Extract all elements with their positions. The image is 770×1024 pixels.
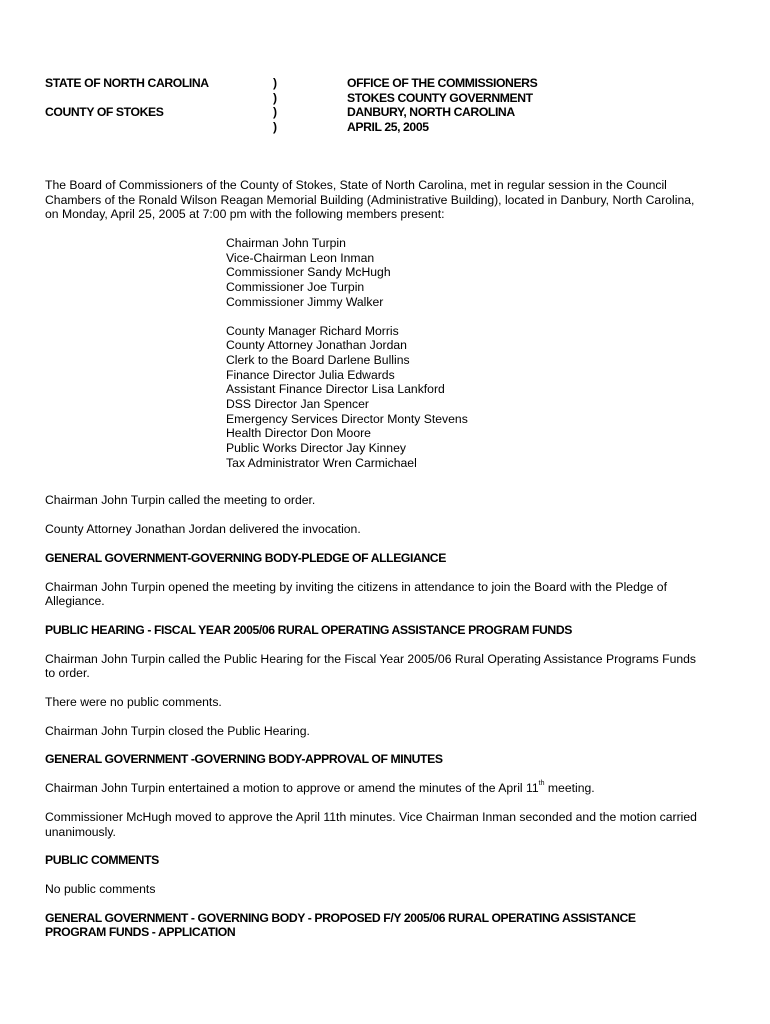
public-hearing-paragraph <box>45 652 735 681</box>
intro-line: on Monday, April 25, 2005 at 7:00 pm with the following members present: <box>45 207 445 222</box>
minutes-vote-paragraph <box>45 810 735 839</box>
location: DANBURY, NORTH CAROLINA <box>347 105 515 120</box>
motion-line: Commissioner McHugh moved to approve the April 11th minutes. Vice Chairman Inman seconded and the motion carried <box>45 809 697 824</box>
rural-heading-line: GENERAL GOVERNMENT - GOVERNING BODY - PROPOSED F/Y 2005/06 RURAL OPERATING ASSISTANCE <box>45 910 636 925</box>
member-name: Chairman John Turpin <box>226 236 346 251</box>
closed-hearing-text: Chairman John Turpin closed the Public Hearing. <box>45 723 310 738</box>
invocation-text: County Attorney Jonathan Jordan delivered the invocation. <box>45 522 361 537</box>
state-label: STATE OF NORTH CAROLINA <box>45 76 209 90</box>
staff-list <box>226 324 735 471</box>
staff-name: Assistant Finance Director Lisa Lankford <box>226 382 445 397</box>
intro-paragraph <box>45 178 735 222</box>
jurisdiction-block <box>45 76 209 120</box>
public-hearing-heading: PUBLIC HEARING - FISCAL YEAR 2005/06 RURAL OPERATING ASSISTANCE PROGRAM FUNDS <box>45 622 572 637</box>
staff-name: Tax Administrator Wren Carmichael <box>226 455 417 470</box>
member-name: Commissioner Joe Turpin <box>226 280 365 295</box>
member-name: Commissioner Sandy McHugh <box>226 265 391 280</box>
paren-mark: ) <box>273 76 277 90</box>
pledge-line: Chairman John Turpin opened the meeting by inviting the citizens in attendance to join the Board with the Pledge of <box>45 579 667 594</box>
staff-name: County Manager Richard Morris <box>226 323 399 338</box>
staff-name: Emergency Services Director Monty Stevens <box>226 411 468 426</box>
intro-line: Chambers of the Ronald Wilson Reagan Memorial Building (Administrative Building), located in Danbury, North Carolina, <box>45 192 695 207</box>
minutes-motion-text <box>45 781 735 796</box>
county-label: COUNTY OF STOKES <box>45 105 164 120</box>
parenthesis-column <box>273 76 277 135</box>
minutes-text-start: Chairman John Turpin entertained a motion to approve or amend the minutes of the April 11 <box>45 781 539 796</box>
pledge-paragraph <box>45 580 735 609</box>
office-block <box>347 76 537 135</box>
staff-name: Public Works Director Jay Kinney <box>226 441 406 456</box>
paren-mark: ) <box>273 105 277 120</box>
paren-mark: ) <box>273 90 277 105</box>
member-name: Commissioner Jimmy Walker <box>226 294 384 309</box>
minutes-heading: GENERAL GOVERNMENT -GOVERNING BODY-APPROVAL OF MINUTES <box>45 752 443 767</box>
commissioners-list <box>226 236 735 309</box>
member-name: Vice-Chairman Leon Inman <box>226 250 375 265</box>
no-public-comments-text: No public comments <box>45 881 156 896</box>
government-name: STOKES COUNTY GOVERNMENT <box>347 90 533 105</box>
staff-name: Finance Director Julia Edwards <box>226 367 395 382</box>
staff-name: Clerk to the Board Darlene Bullins <box>226 352 410 367</box>
paren-mark: ) <box>273 120 277 135</box>
pledge-line: Allegiance. <box>45 594 105 609</box>
no-comments-text: There were no public comments. <box>45 695 222 710</box>
staff-name: County Attorney Jonathan Jordan <box>226 338 407 353</box>
hearing-line: Chairman John Turpin called the Public Hearing for the Fiscal Year 2005/06 Rural Operating Assistance Programs Funds <box>45 651 697 666</box>
hearing-line: to order. <box>45 666 90 681</box>
staff-name: DSS Director Jan Spencer <box>226 396 369 411</box>
pledge-heading: GENERAL GOVERNMENT-GOVERNING BODY-PLEDGE OF ALLEGIANCE <box>45 550 446 565</box>
meeting-date: APRIL 25, 2005 <box>347 120 429 135</box>
ordinal-suffix: th <box>538 780 545 788</box>
office-name: OFFICE OF THE COMMISSIONERS <box>347 76 538 90</box>
minutes-text-end: meeting. <box>544 781 595 796</box>
motion-line: unanimously. <box>45 824 116 839</box>
document-header <box>45 76 735 140</box>
rural-heading-line: PROGRAM FUNDS - APPLICATION <box>45 925 236 940</box>
staff-name: Health Director Don Moore <box>226 426 371 441</box>
document-page <box>45 76 735 940</box>
rural-assistance-heading <box>45 911 735 940</box>
public-comments-heading: PUBLIC COMMENTS <box>45 853 159 868</box>
call-to-order-text: Chairman John Turpin called the meeting to order. <box>45 493 316 508</box>
intro-line: The Board of Commissioners of the County of Stokes, State of North Carolina, met in regular session in the Council <box>45 178 667 192</box>
